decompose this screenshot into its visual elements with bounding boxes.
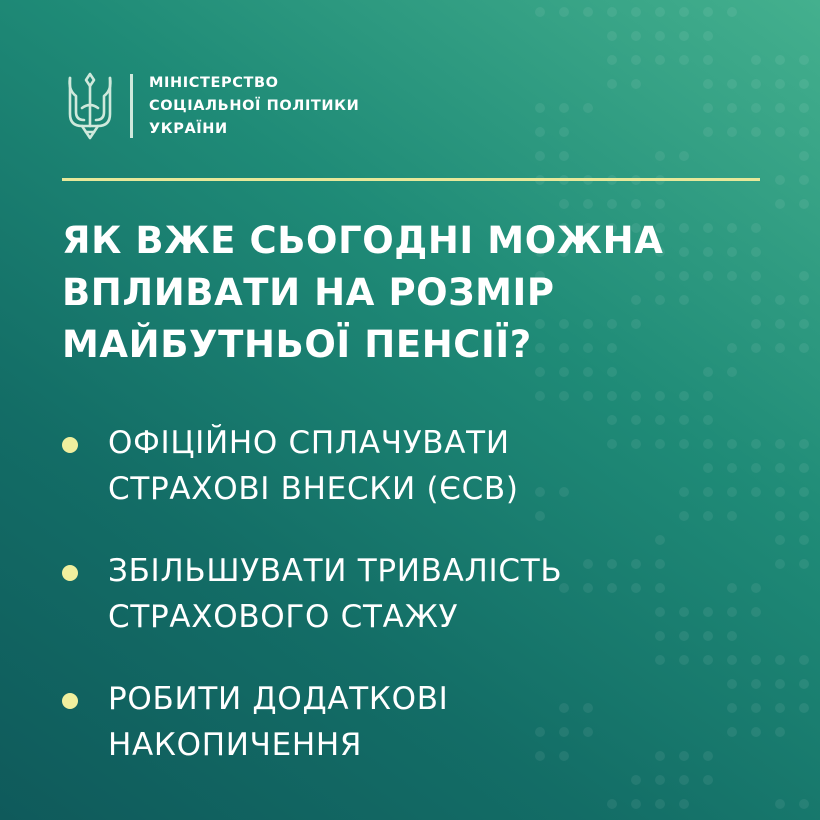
tips-list (62, 420, 802, 804)
trident-emblem-icon (62, 68, 118, 144)
ministry-header (62, 68, 359, 144)
list-item (62, 420, 802, 548)
list-item-text (108, 676, 449, 768)
headline-line: ВПЛИВАТИ НА РОЗМІР (62, 271, 555, 314)
list-item-line: СТРАХОВІ ВНЕСКИ (ЄСВ) (108, 471, 519, 507)
headline-line: ЯК ВЖЕ СЬОГОДНІ МОЖНА (62, 219, 664, 262)
bullet-dot-icon (62, 437, 78, 453)
list-item-line: СТРАХОВОГО СТАЖУ (108, 599, 459, 635)
ministry-name-line: МІНІСТЕРСТВО (149, 74, 279, 91)
list-item (62, 676, 802, 804)
list-item-text (108, 420, 519, 512)
list-item-line: ЗБІЛЬШУВАТИ ТРИВАЛІСТЬ (108, 553, 563, 589)
header-divider (130, 74, 133, 138)
list-item-line: НАКОПИЧЕННЯ (108, 727, 363, 763)
bullet-dot-icon (62, 565, 78, 581)
bullet-dot-icon (62, 693, 78, 709)
ministry-name-line: УКРАЇНИ (149, 120, 228, 137)
ministry-name-line: СОЦІАЛЬНОЇ ПОЛІТИКИ (149, 97, 360, 114)
ministry-name (149, 74, 359, 139)
header-rule (62, 178, 760, 181)
list-item-text (108, 548, 562, 640)
list-item (62, 548, 802, 676)
headline-line: МАЙБУТНЬОЇ ПЕНСІЇ? (62, 323, 532, 366)
list-item-line: РОБИТИ ДОДАТКОВІ (108, 681, 449, 717)
list-item-line: ОФІЦІЙНО СПЛАЧУВАТИ (108, 425, 510, 461)
headline (62, 215, 782, 371)
